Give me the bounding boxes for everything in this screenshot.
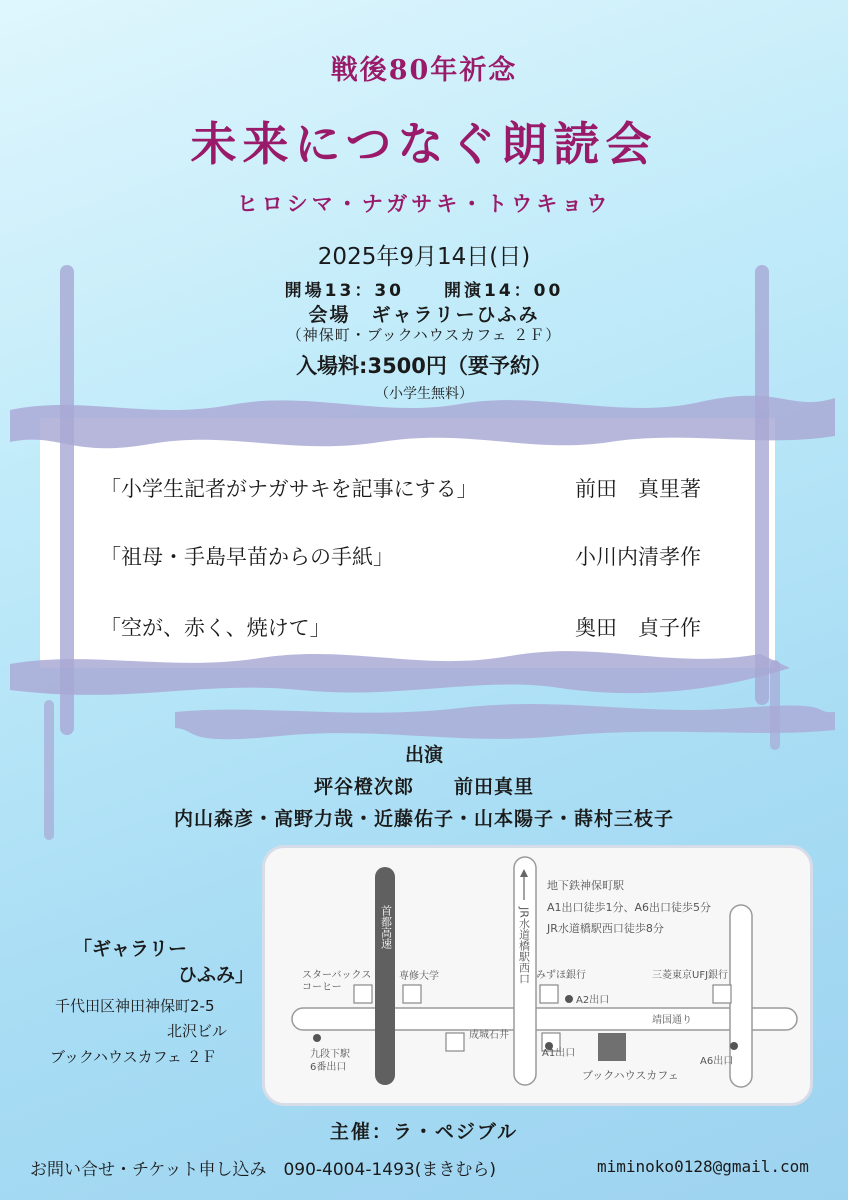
event-fee-note: （小学生無料） — [375, 386, 473, 402]
station-line-1: A1出口徒歩1分、A6出口徒歩5分 — [547, 901, 712, 914]
work-author: 奥田 貞子作 — [575, 616, 701, 640]
work-title: 「祖母・手島早苗からの手紙」 — [100, 545, 394, 569]
gallery-address-2: 北沢ビル — [167, 1022, 228, 1040]
event-times: 開場13：30 開演14：00 — [284, 281, 564, 301]
contact-email[interactable]: miminoko0128@gmail.com — [597, 1157, 809, 1176]
kudan-label-1: 九段下駅 — [310, 1049, 350, 1060]
contact-info: お問い合せ・チケット申し込み 090-4004-1493(まきむら) — [30, 1160, 496, 1180]
yasukuni-road — [292, 1008, 797, 1030]
station-line-2: JR水道橋駅西口徒歩8分 — [547, 922, 664, 935]
starbucks-building — [354, 985, 372, 1003]
scroll-rod-right — [755, 265, 769, 705]
scroll-bottom-wave — [10, 651, 790, 695]
gallery-name-1: 「ギャラリー — [73, 938, 188, 960]
gallery-address-1: 千代田区神田神保町2-5 — [55, 997, 215, 1015]
gallery-address-3: ブックハウスカフェ ２Ｆ — [50, 1048, 217, 1066]
scroll-top-wave — [10, 396, 835, 448]
access-map-drawing — [262, 845, 812, 1105]
event-venue-sub: （神保町・ブックハウスカフェ ２Ｆ） — [286, 326, 562, 344]
cast-label: 出演 — [404, 744, 443, 766]
kudan-label-2: 6番出口 — [310, 1062, 347, 1073]
a1-label: A1出口 — [542, 1048, 576, 1059]
tagline: ヒロシマ・ナガサキ・トウキョウ — [236, 191, 612, 216]
a2-label: A2出口 — [576, 995, 610, 1006]
event-fee: 入場料:3500円（要予約） — [296, 354, 552, 378]
event-venue: 会場 ギャラリーひふみ — [308, 304, 540, 326]
mufg-label: 三菱東京UFJ銀行 — [652, 970, 729, 981]
bookhouse-building — [598, 1033, 626, 1061]
subtitle: 戦後80年祈念 — [330, 55, 518, 86]
cast-line-1: 坪谷橙次郎 前田真里 — [313, 776, 534, 798]
work-title: 「小学生記者がナガサキを記事にする」 — [100, 477, 478, 501]
a6-label: A6出口 — [700, 1056, 734, 1067]
mizuho-building — [540, 985, 558, 1003]
expressway — [375, 867, 395, 1085]
bookhouse-label: ブックハウスカフェ — [582, 1069, 679, 1082]
gallery-name-2: ひふみ」 — [178, 964, 255, 986]
a6-exit-marker — [730, 1042, 738, 1050]
starbucks-label-2: コーヒー — [302, 982, 342, 993]
organizer: 主催：ラ・ペジブル — [329, 1121, 519, 1143]
senshu-label: 専修大学 — [399, 971, 439, 982]
mufg-building — [713, 985, 731, 1003]
seijo-label: 成城石井 — [469, 1030, 509, 1041]
page-title: 未来につなぐ朗読会 — [190, 117, 658, 171]
a2-exit-marker — [565, 995, 573, 1003]
yasukuni-label: 靖国通り — [652, 1015, 692, 1026]
event-date: 2025年9月14日(日) — [317, 244, 531, 270]
cast-line-2: 内山森彦・高野力哉・近藤佑子・山本陽子・蒔村三枝子 — [173, 808, 674, 830]
seijo-building — [446, 1033, 464, 1051]
kudan-exit-marker — [313, 1034, 321, 1042]
mizuho-label: みずほ銀行 — [536, 970, 586, 981]
work-author: 前田 真里著 — [575, 477, 701, 501]
work-title: 「空が、赤く、焼けて」 — [100, 616, 331, 640]
work-author: 小川内清孝作 — [575, 545, 701, 569]
senshu-building — [403, 985, 421, 1003]
east-road — [730, 905, 752, 1087]
starbucks-label-1: スターバックス — [302, 970, 372, 981]
scroll-rod-left — [60, 265, 74, 735]
scroll-lower-wave — [175, 704, 835, 739]
scroll-rod-right-2 — [770, 660, 780, 750]
expressway-label: 首都高速 — [379, 905, 393, 949]
station-title: 地下鉄神保町駅 — [547, 879, 624, 892]
jr-label: JR水道橋駅西口 — [517, 907, 531, 984]
